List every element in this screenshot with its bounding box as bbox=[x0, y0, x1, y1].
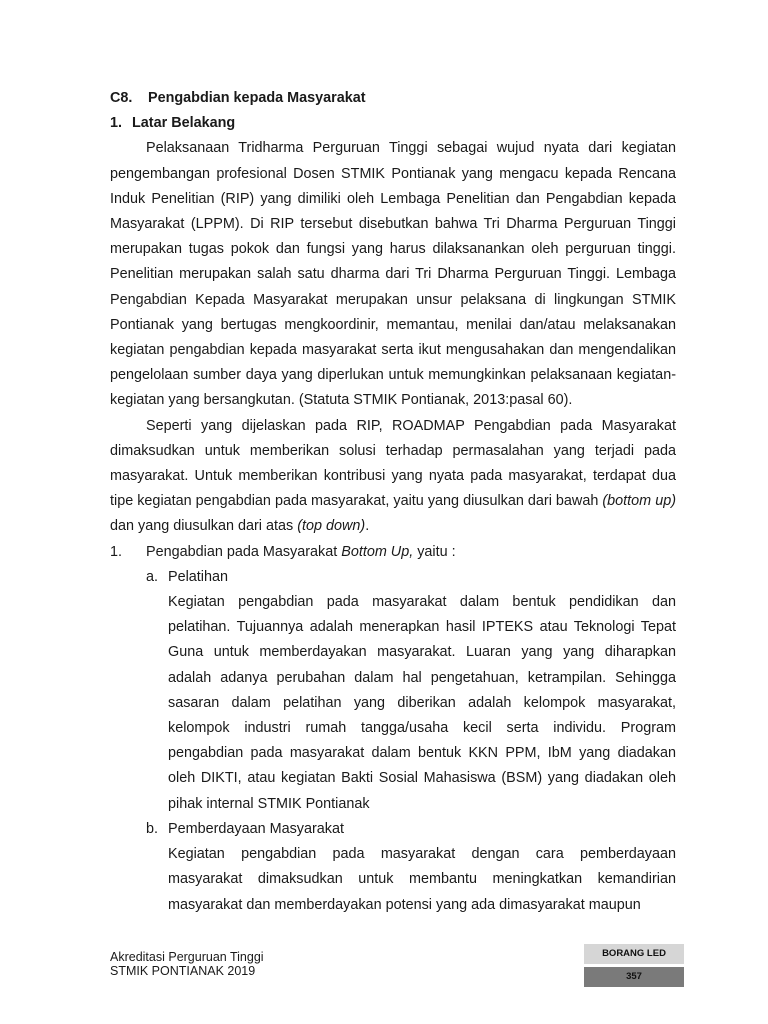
subsection-heading bbox=[110, 111, 676, 136]
sub-item-title: Pelatihan bbox=[168, 568, 229, 585]
sub-item-title: Pemberdayaan Masyarakat bbox=[168, 820, 344, 837]
sub-item-letter: b. bbox=[146, 820, 159, 837]
list-item-text-end: yaitu : bbox=[413, 543, 456, 560]
paragraph-roadmap-text: Seperti yang dijelaskan pada RIP, ROADMAP Pengabdian pada Masyarakat dimaksudkan untuk memberikan solusi terhadap permasalahan yang terjadi pada masyarakat. Untuk memberikan kontribusi yang nyata pada masyarakat, terdapat dua tipe kegiatan pengabdian pada masyarakat, yaitu yang diusulkan dari bawah bbox=[110, 417, 676, 510]
paragraph-roadmap-end: . bbox=[365, 518, 370, 535]
paragraph-latar-belakang: Pelaksanaan Tridharma Perguruan Tinggi sebagai wujud nyata dari kegiatan pengembangan profesional Dosen STMIK Pontianak yang mengacu kepada Rencana Induk Penelitian (RIP) yang dimiliki oleh Lembaga Penelitian dan Pengabdian kepada Masyarakat (LPPM). Di RIP tersebut disebutkan bahwa Tri Dharma Perguruan Tinggi merupakan tugas pokok dan fungsi yang harus dilaksanankan oleh perguruan tinggi. Penelitian merupakan salah satu dharma dari Tri Dharma Perguruan Tinggi. Lembaga Pengabdian Kepada Masyarakat merupakan unsur pelaksana di lingkungan STMIK Pontianak yang bertugas mengkoordinir, memantau, menilai dan/atau melaksanakan kegiatan pengabdian kepada masyarakat serta ikut mengusahakan dan mengendalikan pengelolaan sumber daya yang diperlukan untuk memungkinkan pelaksanaan kegiatan-kegiatan yang bersangkutan. (Statuta STMIK Pontianak, 2013:pasal 60). bbox=[110, 140, 676, 409]
footer-left bbox=[110, 950, 264, 978]
list-item-text-start: Pengabdian pada Masyarakat bbox=[146, 543, 342, 560]
sub-item-body-pelatihan: Kegiatan pengabdian pada masyarakat dalam bentuk pendidikan dan pelatihan. Tujuannya adalah menerapkan hasil IPTEKS atau Teknologi Tepat Guna untuk memberdayakan masyarakat. Luaran yang yang diharapkan adalah adanya perubahan dalam hal pengetahuan, ketrampilan. Sehingga sasaran dalam pelatihan yang diberikan adalah kelompok masyarakat, kelompok industri rumah tangga/usaha kecil serta individu. Program pengabdian pada masyarakat dalam bentuk KKN PPM, IbM yang diadakan oleh DIKTI, atau kegiatan Bakti Sosial Mahasiswa (BSM) yang diadakan oleh pihak internal STMIK Pontianak bbox=[168, 594, 676, 812]
term-bottom-up: (bottom up) bbox=[602, 493, 676, 510]
subsection-number: 1. bbox=[110, 115, 123, 132]
section-heading bbox=[110, 86, 676, 111]
footer-line-2: STMIK PONTIANAK 2019 bbox=[110, 964, 256, 978]
list-item-bottom-up bbox=[110, 540, 676, 565]
section-title: Pengabdian kepada Masyarakat bbox=[148, 90, 366, 106]
paragraph-roadmap-text-2: dan yang diusulkan dari atas bbox=[110, 518, 298, 535]
paragraph-roadmap bbox=[110, 414, 676, 540]
sub-item-letter: a. bbox=[146, 568, 159, 585]
borang-badge: BORANG LED bbox=[584, 944, 684, 964]
list-item-text bbox=[146, 540, 456, 565]
list-number: 1. bbox=[110, 543, 123, 560]
sub-item-pelatihan bbox=[146, 565, 676, 590]
subsection-title: Latar Belakang bbox=[132, 115, 236, 132]
term-top-down: (top down) bbox=[297, 518, 366, 535]
section-code: C8. bbox=[110, 90, 133, 106]
page-number: 357 bbox=[584, 967, 684, 987]
term-bottom-up-list: Bottom Up, bbox=[341, 543, 414, 560]
sub-item-body-pemberdayaan: Kegiatan pengabdian pada masyarakat dengan cara pemberdayaan masyarakat dimaksudkan untuk membantu meningkatkan kemandirian masyarakat dan memberdayakan potensi yang ada dimasyarakat maupun bbox=[168, 846, 676, 913]
page-content bbox=[110, 86, 676, 918]
footer-line-1: Akreditasi Perguruan Tinggi bbox=[110, 950, 264, 964]
sub-item-pemberdayaan bbox=[146, 817, 676, 842]
